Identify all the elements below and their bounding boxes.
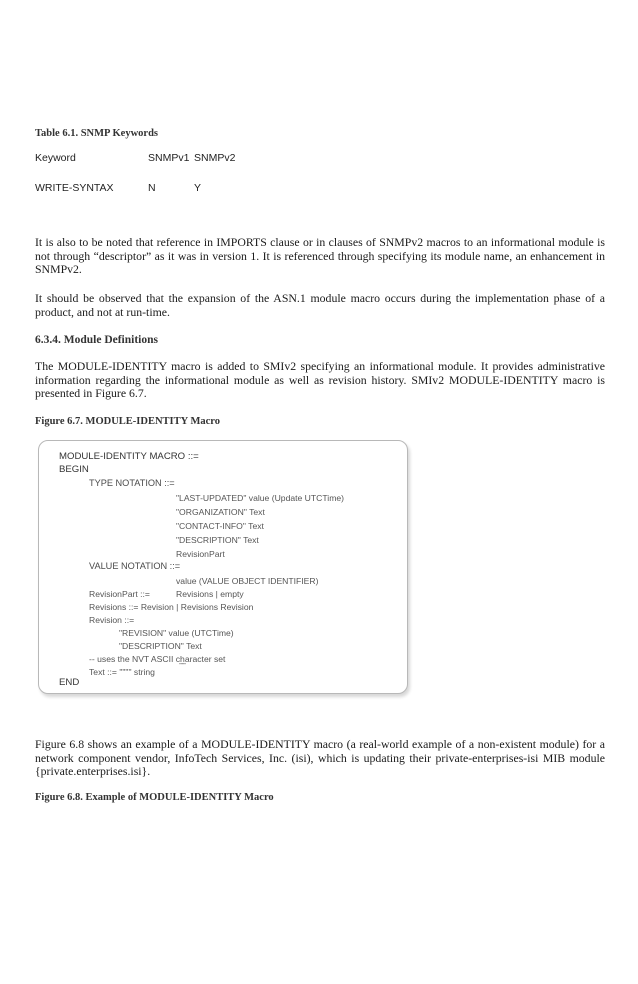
- code-line: "ORGANIZATION" Text: [176, 507, 265, 517]
- code-line: RevisionPart: [176, 549, 225, 559]
- table-cell-snmpv2: Y: [194, 182, 202, 194]
- paragraph-imports: It is also to be noted that reference in IMPORTS clause or in clauses of SNMPv2 macros to an informational module is not through “descriptor” as it was in version 1. It is referenced through specifying its module name, an enhancement in SNMPv2.: [35, 235, 605, 277]
- code-line: Revision ::=: [89, 615, 135, 625]
- figure-6-8-caption: Figure 6.8. Example of MODULE-IDENTITY Macro: [35, 792, 274, 803]
- code-line: "REVISION" value (UTCTime): [119, 628, 234, 638]
- paragraph-figure-6-8: Figure 6.8 shows an example of a MODULE-IDENTITY macro (a real-world example of a non-existent module) for a network component vendor, InfoTech Services, Inc. (isi), which is updating their private-enterprises-isi MIB module {private.enterprises.isi}.: [35, 737, 605, 779]
- code-line: "DESCRIPTION" Text: [119, 641, 202, 651]
- section-heading: 6.3.4. Module Definitions: [35, 334, 158, 346]
- code-line: Text ::= """" string: [89, 667, 155, 677]
- code-line: "DESCRIPTION" Text: [176, 535, 259, 545]
- code-line: BEGIN: [59, 464, 89, 475]
- table-cell-keyword: WRITE-SYNTAX: [35, 182, 114, 194]
- figure-6-7-box: [38, 440, 408, 694]
- code-line: """": [179, 663, 187, 669]
- code-line: RevisionPart ::=: [89, 589, 150, 599]
- paragraph-module-identity: The MODULE-IDENTITY macro is added to SMIv2 specifying an informational module. It provides administrative information regarding the informational module as well as revision history. SMIv2 MODULE-IDENTITY macro is presented in Figure 6.7.: [35, 359, 605, 401]
- code-line: VALUE NOTATION ::=: [89, 561, 181, 571]
- figure-6-7-caption: Figure 6.7. MODULE-IDENTITY Macro: [35, 416, 221, 427]
- code-line: END: [59, 677, 80, 688]
- table-header-snmpv1: SNMPv1: [148, 152, 190, 164]
- code-line: MODULE-IDENTITY MACRO ::=: [59, 451, 199, 462]
- code-line: TYPE NOTATION ::=: [89, 478, 175, 488]
- table-header-keyword: Keyword: [35, 152, 76, 164]
- code-line: "CONTACT-INFO" Text: [176, 521, 264, 531]
- paragraph-expansion: It should be observed that the expansion of the ASN.1 module macro occurs during the implementation phase of a product, and not at run-time.: [35, 291, 605, 319]
- code-line: value (VALUE OBJECT IDENTIFIER): [176, 576, 319, 586]
- table-header-snmpv2: SNMPv2: [194, 152, 236, 164]
- code-line: Revisions ::= Revision | Revisions Revision: [89, 602, 254, 612]
- code-line: -- uses the NVT ASCII character set: [89, 654, 226, 664]
- code-line: Revisions | empty: [176, 589, 244, 599]
- table-cell-snmpv1: N: [148, 182, 156, 194]
- table-caption: Table 6.1. SNMP Keywords: [35, 128, 158, 139]
- code-line: "LAST-UPDATED" value (Update UTCTime): [176, 493, 344, 503]
